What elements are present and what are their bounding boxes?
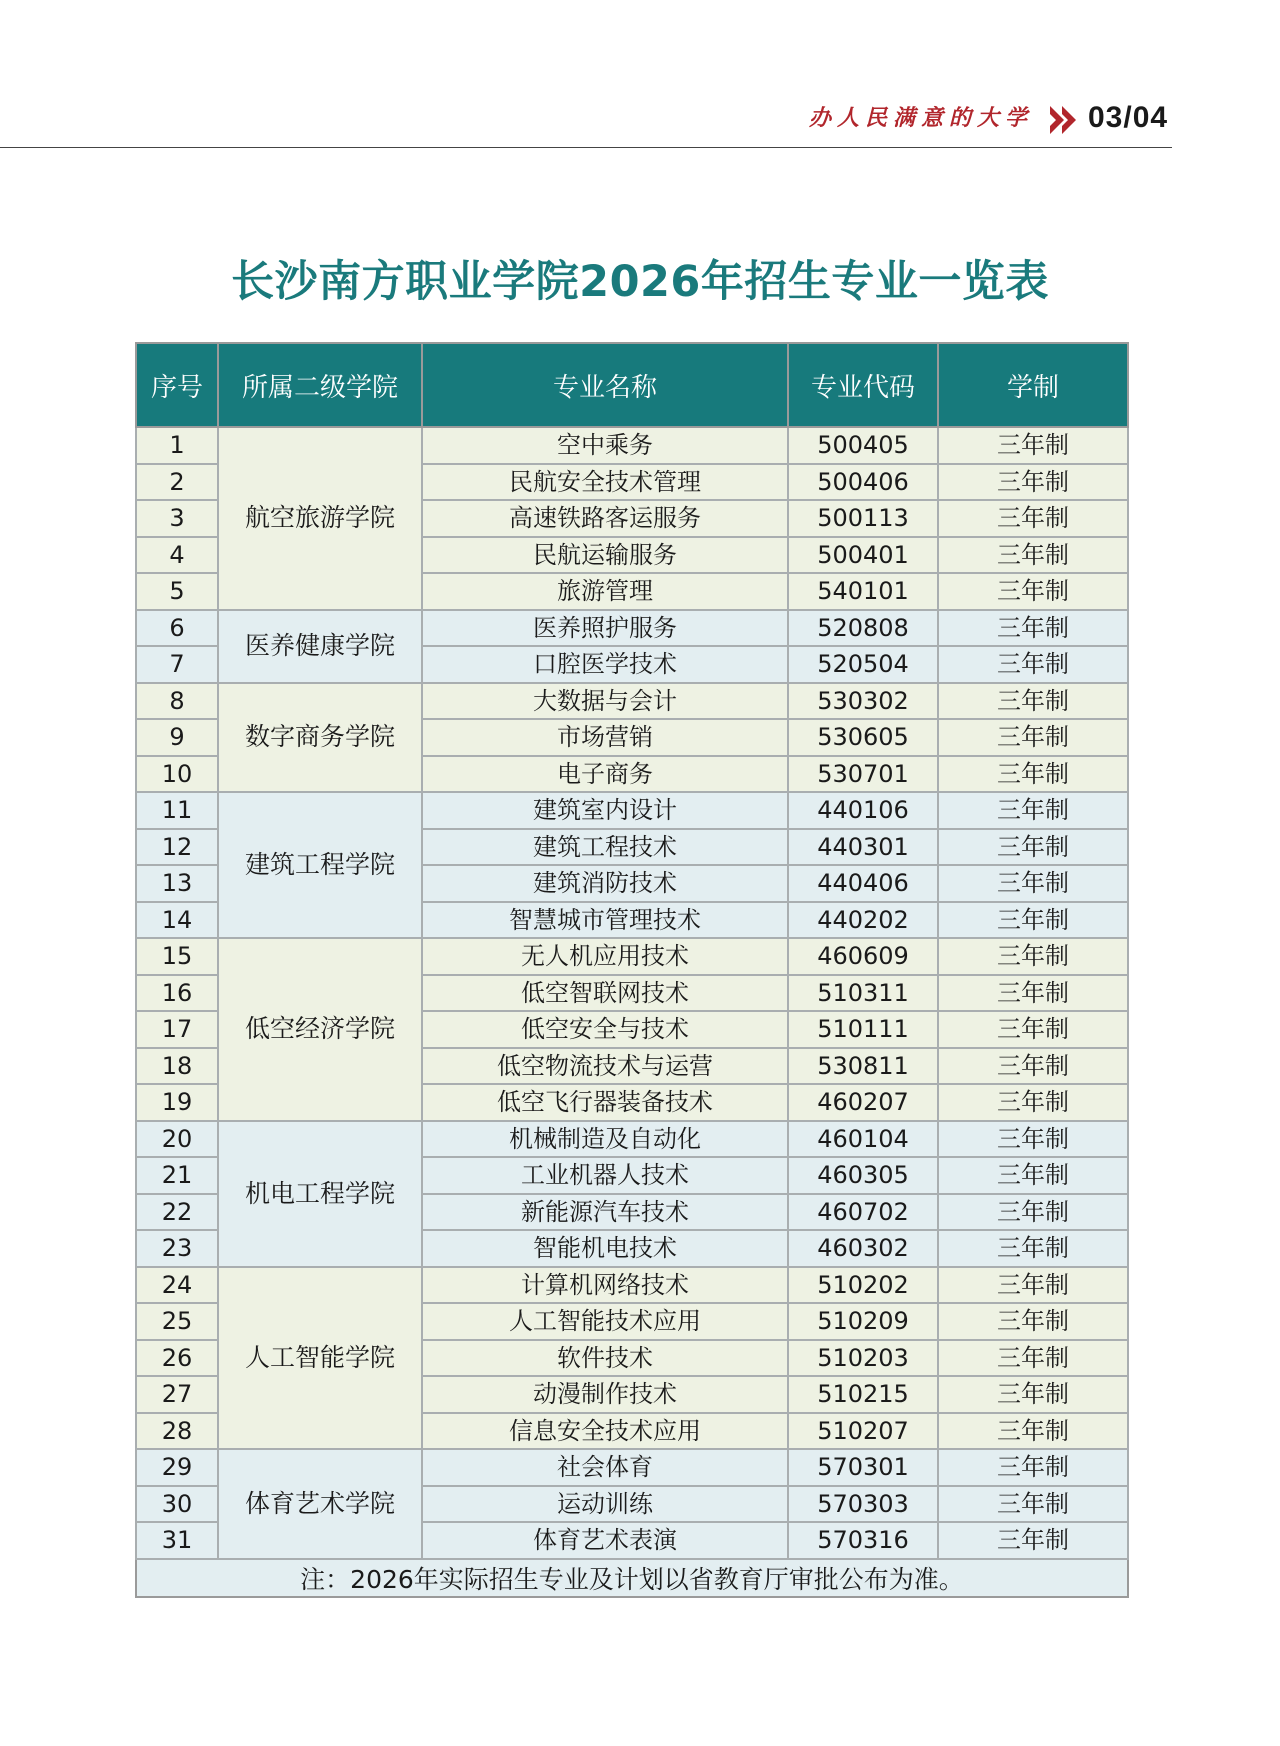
- study-duration: 三年制: [938, 1303, 1128, 1340]
- study-duration: 三年制: [938, 938, 1128, 975]
- study-duration: 三年制: [938, 683, 1128, 720]
- major-name: 口腔医学技术: [422, 646, 788, 683]
- major-code: 570316: [788, 1522, 938, 1559]
- study-duration: 三年制: [938, 1194, 1128, 1231]
- major-name: 智能机电技术: [422, 1230, 788, 1267]
- major-code: 440301: [788, 829, 938, 866]
- major-name: 机械制造及自动化: [422, 1121, 788, 1158]
- row-index: 11: [136, 792, 218, 829]
- major-code: 570301: [788, 1449, 938, 1486]
- major-code: 530701: [788, 756, 938, 793]
- college-cell: 数字商务学院: [218, 683, 422, 793]
- study-duration: 三年制: [938, 975, 1128, 1012]
- table-row: [136, 427, 1128, 464]
- row-index: 8: [136, 683, 218, 720]
- major-name: 低空安全与技术: [422, 1011, 788, 1048]
- row-index: 2: [136, 464, 218, 501]
- major-name: 市场营销: [422, 719, 788, 756]
- college-cell: 建筑工程学院: [218, 792, 422, 938]
- table-header-row: [136, 343, 1128, 427]
- table-row: [136, 1267, 1128, 1304]
- major-code: 460302: [788, 1230, 938, 1267]
- table-body: [136, 427, 1128, 1559]
- column-header-code: 专业代码: [788, 343, 938, 427]
- college-cell: 机电工程学院: [218, 1121, 422, 1267]
- major-code: 500405: [788, 427, 938, 464]
- major-code: 510111: [788, 1011, 938, 1048]
- major-code: 440106: [788, 792, 938, 829]
- major-code: 500406: [788, 464, 938, 501]
- study-duration: 三年制: [938, 537, 1128, 574]
- row-index: 25: [136, 1303, 218, 1340]
- page-number: 03/04: [1088, 101, 1169, 134]
- row-index: 12: [136, 829, 218, 866]
- college-cell: 体育艺术学院: [218, 1449, 422, 1559]
- major-code: 540101: [788, 573, 938, 610]
- row-index: 7: [136, 646, 218, 683]
- major-name: 低空智联网技术: [422, 975, 788, 1012]
- row-index: 18: [136, 1048, 218, 1085]
- study-duration: 三年制: [938, 1449, 1128, 1486]
- major-name: 民航安全技术管理: [422, 464, 788, 501]
- row-index: 10: [136, 756, 218, 793]
- major-code: 570303: [788, 1486, 938, 1523]
- major-name: 社会体育: [422, 1449, 788, 1486]
- major-code: 510215: [788, 1376, 938, 1413]
- table-row: [136, 610, 1128, 647]
- major-name: 旅游管理: [422, 573, 788, 610]
- major-code: 530811: [788, 1048, 938, 1085]
- study-duration: 三年制: [938, 1413, 1128, 1450]
- column-header-college: 所属二级学院: [218, 343, 422, 427]
- row-index: 1: [136, 427, 218, 464]
- column-header-index: 序号: [136, 343, 218, 427]
- study-duration: 三年制: [938, 1084, 1128, 1121]
- study-duration: 三年制: [938, 1230, 1128, 1267]
- row-index: 14: [136, 902, 218, 939]
- table-note-row: [136, 1559, 1128, 1597]
- study-duration: 三年制: [938, 1011, 1128, 1048]
- major-code: 500401: [788, 537, 938, 574]
- study-duration: 三年制: [938, 1486, 1128, 1523]
- major-name: 建筑室内设计: [422, 792, 788, 829]
- major-code: 460609: [788, 938, 938, 975]
- row-index: 17: [136, 1011, 218, 1048]
- row-index: 16: [136, 975, 218, 1012]
- table-row: [136, 683, 1128, 720]
- study-duration: 三年制: [938, 756, 1128, 793]
- study-duration: 三年制: [938, 646, 1128, 683]
- major-name: 动漫制作技术: [422, 1376, 788, 1413]
- row-index: 24: [136, 1267, 218, 1304]
- study-duration: 三年制: [938, 610, 1128, 647]
- major-name: 智慧城市管理技术: [422, 902, 788, 939]
- header-slogan: 办人民满意的大学: [808, 105, 1033, 131]
- study-duration: 三年制: [938, 792, 1128, 829]
- row-index: 31: [136, 1522, 218, 1559]
- study-duration: 三年制: [938, 1522, 1128, 1559]
- page-title: 长沙南方职业学院2026年招生专业一览表: [231, 257, 1049, 307]
- study-duration: 三年制: [938, 1157, 1128, 1194]
- table-row: [136, 792, 1128, 829]
- major-code: 520504: [788, 646, 938, 683]
- study-duration: 三年制: [938, 865, 1128, 902]
- study-duration: 三年制: [938, 1048, 1128, 1085]
- row-index: 21: [136, 1157, 218, 1194]
- major-name: 电子商务: [422, 756, 788, 793]
- college-cell: 人工智能学院: [218, 1267, 422, 1450]
- row-index: 29: [136, 1449, 218, 1486]
- study-duration: 三年制: [938, 573, 1128, 610]
- major-code: 440406: [788, 865, 938, 902]
- major-code: 510202: [788, 1267, 938, 1304]
- major-code: 510311: [788, 975, 938, 1012]
- study-duration: 三年制: [938, 1340, 1128, 1377]
- row-index: 27: [136, 1376, 218, 1413]
- study-duration: 三年制: [938, 1267, 1128, 1304]
- major-code: 510209: [788, 1303, 938, 1340]
- major-name: 建筑工程技术: [422, 829, 788, 866]
- major-name: 空中乘务: [422, 427, 788, 464]
- major-name: 软件技术: [422, 1340, 788, 1377]
- major-code: 520808: [788, 610, 938, 647]
- major-code: 510203: [788, 1340, 938, 1377]
- study-duration: 三年制: [938, 902, 1128, 939]
- major-name: 低空物流技术与运营: [422, 1048, 788, 1085]
- major-name: 无人机应用技术: [422, 938, 788, 975]
- table-row: [136, 1449, 1128, 1486]
- major-name: 计算机网络技术: [422, 1267, 788, 1304]
- row-index: 13: [136, 865, 218, 902]
- major-code: 530302: [788, 683, 938, 720]
- study-duration: 三年制: [938, 829, 1128, 866]
- majors-table: [135, 342, 1129, 1598]
- row-index: 26: [136, 1340, 218, 1377]
- study-duration: 三年制: [938, 464, 1128, 501]
- header-divider: [0, 147, 1172, 148]
- major-name: 人工智能技术应用: [422, 1303, 788, 1340]
- major-name: 低空飞行器装备技术: [422, 1084, 788, 1121]
- major-code: 500113: [788, 500, 938, 537]
- major-name: 医养照护服务: [422, 610, 788, 647]
- college-cell: 医养健康学院: [218, 610, 422, 683]
- major-code: 440202: [788, 902, 938, 939]
- row-index: 28: [136, 1413, 218, 1450]
- college-cell: 低空经济学院: [218, 938, 422, 1121]
- college-cell: 航空旅游学院: [218, 427, 422, 610]
- study-duration: 三年制: [938, 427, 1128, 464]
- major-name: 信息安全技术应用: [422, 1413, 788, 1450]
- column-header-major: 专业名称: [422, 343, 788, 427]
- major-code: 510207: [788, 1413, 938, 1450]
- major-name: 民航运输服务: [422, 537, 788, 574]
- major-name: 建筑消防技术: [422, 865, 788, 902]
- study-duration: 三年制: [938, 1121, 1128, 1158]
- major-name: 高速铁路客运服务: [422, 500, 788, 537]
- major-name: 大数据与会计: [422, 683, 788, 720]
- column-header-duration: 学制: [938, 343, 1128, 427]
- row-index: 15: [136, 938, 218, 975]
- table-row: [136, 938, 1128, 975]
- row-index: 4: [136, 537, 218, 574]
- row-index: 22: [136, 1194, 218, 1231]
- major-name: 工业机器人技术: [422, 1157, 788, 1194]
- major-code: 460104: [788, 1121, 938, 1158]
- row-index: 19: [136, 1084, 218, 1121]
- double-chevron-right-icon: [1048, 104, 1080, 136]
- row-index: 20: [136, 1121, 218, 1158]
- major-name: 运动训练: [422, 1486, 788, 1523]
- study-duration: 三年制: [938, 500, 1128, 537]
- major-code: 530605: [788, 719, 938, 756]
- major-name: 体育艺术表演: [422, 1522, 788, 1559]
- table-note: 注：2026年实际招生专业及计划以省教育厅审批公布为准。: [136, 1559, 1128, 1597]
- study-duration: 三年制: [938, 719, 1128, 756]
- row-index: 30: [136, 1486, 218, 1523]
- table-row: [136, 1121, 1128, 1158]
- row-index: 3: [136, 500, 218, 537]
- major-code: 460702: [788, 1194, 938, 1231]
- major-name: 新能源汽车技术: [422, 1194, 788, 1231]
- row-index: 5: [136, 573, 218, 610]
- row-index: 6: [136, 610, 218, 647]
- study-duration: 三年制: [938, 1376, 1128, 1413]
- major-code: 460207: [788, 1084, 938, 1121]
- row-index: 23: [136, 1230, 218, 1267]
- major-code: 460305: [788, 1157, 938, 1194]
- row-index: 9: [136, 719, 218, 756]
- majors-table-wrapper: [135, 342, 1127, 1598]
